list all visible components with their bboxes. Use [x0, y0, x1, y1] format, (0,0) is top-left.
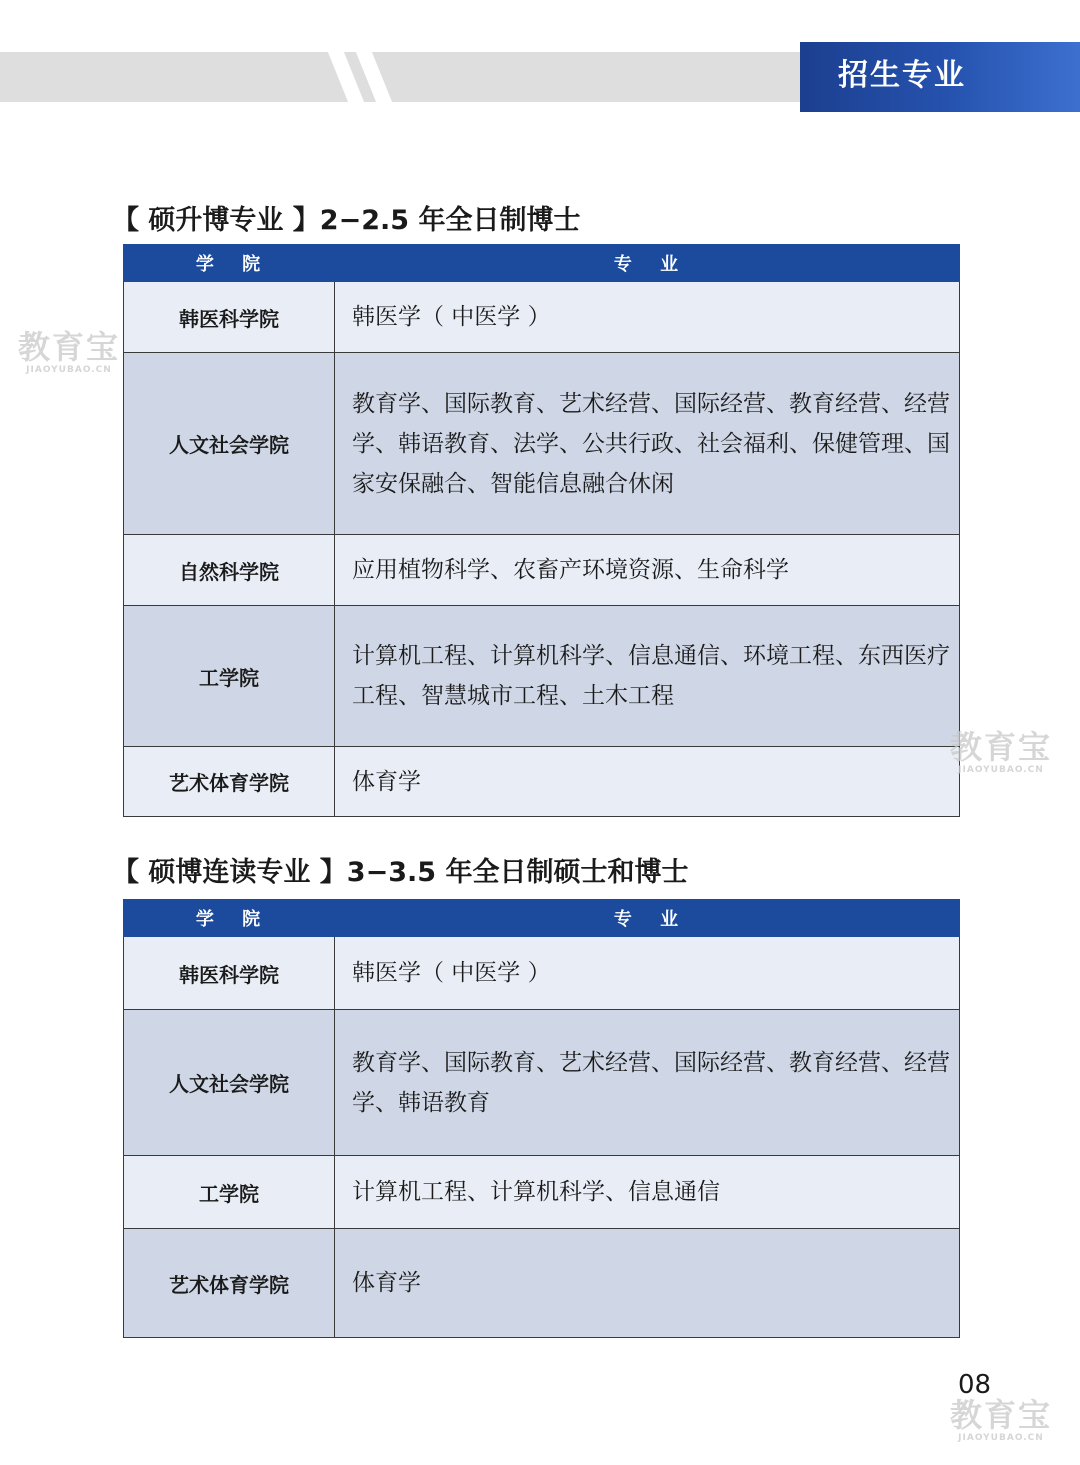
phd-majors-table — [123, 244, 960, 817]
school-cell: 工学院 — [124, 1156, 335, 1229]
table-header-row — [124, 245, 960, 282]
table-row — [124, 937, 960, 1010]
majors-cell: 体育学 — [335, 1229, 960, 1338]
section-title-phd: 【 硕升博专业 】2−2.5 年全日制博士 — [112, 205, 581, 236]
majors-cell: 应用植物科学、农畜产环境资源、生命科学 — [335, 535, 960, 606]
column-header-school: 学 院 — [124, 900, 335, 937]
section-title-integrated: 【 硕博连读专业 】3−3.5 年全日制硕士和博士 — [112, 857, 689, 888]
table-header-row — [124, 900, 960, 937]
table-row — [124, 535, 960, 606]
school-cell: 自然科学院 — [124, 535, 335, 606]
majors-cell: 体育学 — [335, 747, 960, 817]
school-cell: 艺术体育学院 — [124, 747, 335, 817]
table-row — [124, 1229, 960, 1338]
school-cell: 人文社会学院 — [124, 1010, 335, 1156]
column-header-school: 学 院 — [124, 245, 335, 282]
majors-cell: 计算机工程、计算机科学、信息通信、环境工程、东西医疗工程、智慧城市工程、土木工程 — [335, 606, 960, 747]
column-header-major: 专 业 — [335, 900, 960, 937]
school-cell: 韩医科学院 — [124, 282, 335, 353]
table-row — [124, 353, 960, 535]
majors-cell: 教育学、国际教育、艺术经营、国际经营、教育经营、经营学、韩语教育、法学、公共行政、社会福利、保健管理、国家安保融合、智能信息融合休闲 — [335, 353, 960, 535]
table-row — [124, 1156, 960, 1229]
majors-cell: 计算机工程、计算机科学、信息通信 — [335, 1156, 960, 1229]
school-cell: 韩医科学院 — [124, 937, 335, 1010]
watermark-logo: 教育宝 JIAOYUBAO.CN — [950, 1396, 1053, 1443]
school-cell: 艺术体育学院 — [124, 1229, 335, 1338]
header-tab: 招生专业 — [800, 42, 1080, 112]
page-number: 08 — [958, 1370, 992, 1400]
header-band — [0, 52, 830, 102]
column-header-major: 专 业 — [335, 245, 960, 282]
majors-cell: 韩医学（ 中医学 ） — [335, 937, 960, 1010]
integrated-majors-table — [123, 899, 960, 1338]
table-row — [124, 747, 960, 817]
majors-cell: 教育学、国际教育、艺术经营、国际经营、教育经营、经营学、韩语教育 — [335, 1010, 960, 1156]
majors-cell: 韩医学（ 中医学 ） — [335, 282, 960, 353]
watermark-logo: 教育宝 JIAOYUBAO.CN — [950, 728, 1053, 775]
school-cell: 人文社会学院 — [124, 353, 335, 535]
watermark-logo: 教育宝 JIAOYUBAO.CN — [18, 328, 121, 375]
table-row — [124, 282, 960, 353]
table-row — [124, 1010, 960, 1156]
school-cell: 工学院 — [124, 606, 335, 747]
table-row — [124, 606, 960, 747]
